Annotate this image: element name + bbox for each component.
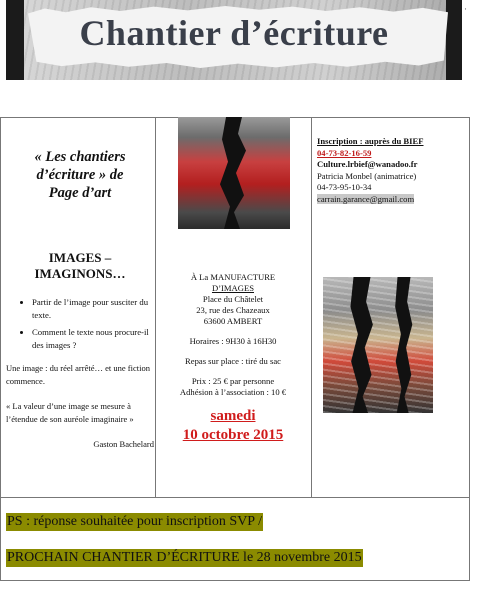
email-link[interactable]: carrain.garance@gmail.com	[317, 193, 415, 204]
objectives-list	[6, 296, 154, 352]
membership-fee: Adhésion à l’association : 10 €	[179, 387, 287, 397]
address-line: 23, rue des Chazeaux	[196, 305, 270, 315]
collage-photo-books	[323, 277, 433, 413]
ps-note: PS : réponse souhaitée pour inscription SVP /	[7, 514, 262, 529]
venue-name-2: D’IMAGES	[211, 283, 254, 293]
next-workshop: PROCHAIN CHANTIER D’ÉCRITURE le 28 novembre 2015	[7, 550, 362, 565]
list-item: • Partir de l’image pour susciter du texte.	[32, 296, 154, 322]
column-left	[6, 148, 154, 451]
phone-number[interactable]: 04-73-95-10-34	[317, 182, 372, 192]
workshop-heading: « Les chantiers d’écriture » de Page d’art	[34, 149, 126, 201]
phone-number[interactable]: 04-73-82-16-59	[317, 147, 372, 158]
email-link[interactable]: Culture.lrbief@wanadoo.fr	[317, 159, 418, 169]
column-divider	[311, 117, 312, 497]
collage-photo-red	[178, 117, 290, 229]
event-date: 10 octobre 2015	[182, 427, 284, 443]
quote-text: « La valeur d’une image se mesure à l’étendue de son auréole imaginaire »	[6, 401, 134, 424]
quote-author: Gaston Bachelard	[93, 439, 154, 449]
address-line: Place du Châtelet	[202, 294, 264, 304]
torn-strip	[345, 277, 379, 413]
row-divider	[0, 497, 470, 498]
meal-info: Repas sur place : tiré du sac	[185, 356, 281, 366]
registration-title: Inscription : auprès du BIEF	[317, 136, 424, 146]
hours: Horaires : 9H30 à 16H30	[189, 336, 277, 346]
column-right	[317, 136, 467, 205]
event-day: samedi	[210, 408, 256, 424]
venue-name: À La MANUFACTURE	[190, 272, 276, 282]
torn-strip	[391, 277, 417, 413]
theme-title: IMAGES – IMAGINONS…	[34, 250, 126, 281]
contact-name: Patricia Monbel (animatrice)	[317, 170, 417, 181]
price: Prix : 25 € par personne	[191, 376, 275, 386]
list-item: • Comment le texte nous procure-il des images ?	[32, 326, 154, 352]
column-divider	[155, 117, 156, 497]
header-banner	[6, 0, 462, 80]
address-line: 63600 AMBERT	[203, 316, 263, 326]
page-title: Chantier d’écriture	[79, 13, 389, 53]
column-middle	[160, 272, 306, 445]
intro-text: Une image : du réel arrêté… et une fiction commence.	[6, 363, 150, 386]
torn-strip	[214, 117, 254, 229]
corner-mark: ·	[464, 4, 467, 14]
